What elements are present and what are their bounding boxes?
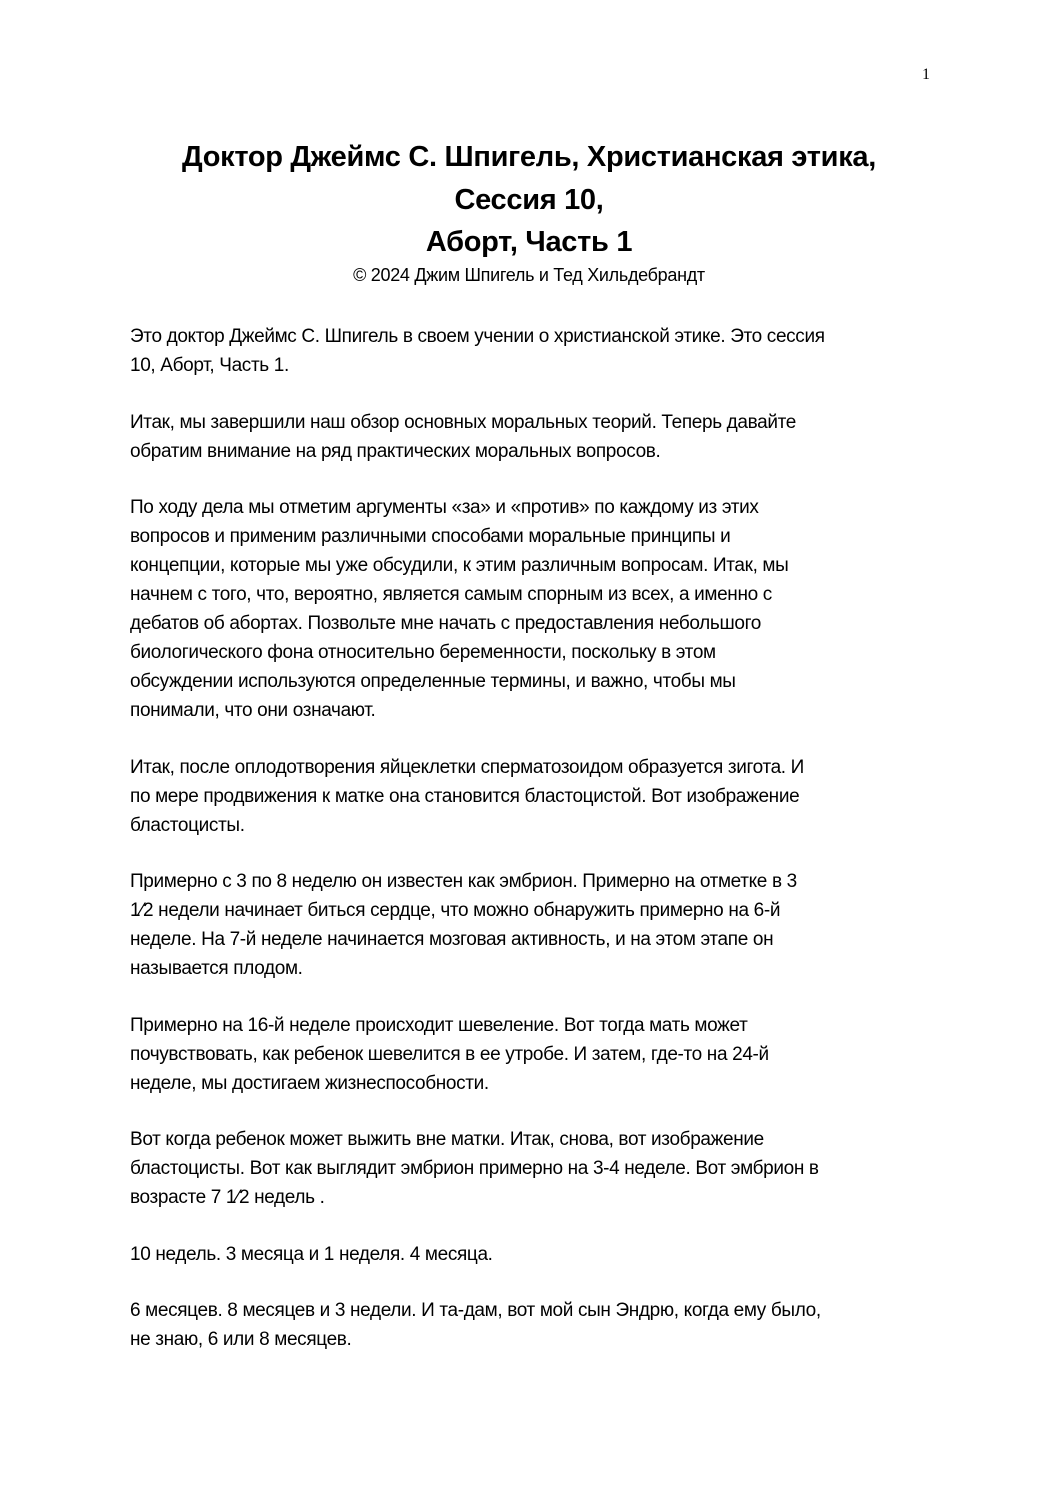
text-line: бластоцисты. Вот как выглядит эмбрион примерно на 3-4 неделе. Вот эмбрион в	[130, 1158, 819, 1179]
text-line: биологического фона относительно беременности, поскольку в этом	[130, 642, 716, 663]
text-line: Примерно с 3 по 8 неделю он известен как эмбрион. Примерно на отметке в 3	[130, 871, 797, 892]
text-line: почувствовать, как ребенок шевелится в ее утробе. И затем, где-то на 24-й	[130, 1043, 769, 1065]
text-line: Это доктор Джеймс С. Шпигель в своем учении о христианской этике. Это сессия	[130, 326, 825, 347]
text-line: вопросов и применим различными способами моральные принципы и	[130, 526, 731, 547]
title-line: Доктор Джеймс С. Шпигель, Христианская этика,	[181, 141, 876, 173]
title-line: Сессия 10,	[454, 183, 604, 216]
text-line: 1⁄2 недели начинает биться сердце, что можно обнаружить примерно на 6-й	[130, 900, 781, 921]
paragraph	[130, 1125, 930, 1212]
paragraph	[130, 322, 930, 380]
text-line: 10 недель. 3 месяца и 1 неделя. 4 месяца.	[130, 1243, 493, 1265]
document-body	[130, 322, 930, 1382]
paragraph	[130, 493, 930, 725]
text-line: бластоцисты.	[130, 814, 245, 836]
text-line: обратим внимание на ряд практических моральных вопросов.	[130, 440, 661, 462]
text-line: начнем с того, что, вероятно, является самым спорным из всех, а именно с	[130, 584, 772, 605]
text-line: возрасте 7 1⁄2 недель .	[130, 1187, 325, 1208]
text-line: дебатов об абортах. Позвольте мне начать с предоставления небольшого	[130, 613, 761, 634]
text-line: Примерно на 16-й неделе происходит шевеление. Вот тогда мать может	[130, 1014, 748, 1036]
text-line: неделе. На 7-й неделе начинается мозговая активность, и на этом этапе он	[130, 929, 774, 950]
paragraph	[130, 408, 930, 466]
page-number: 1	[922, 66, 930, 83]
text-line: не знаю, 6 или 8 месяцев.	[130, 1329, 352, 1350]
text-line: Вот когда ребенок может выжить вне матки. Итак, снова, вот изображение	[130, 1129, 764, 1150]
text-line: обсуждении используются определенные термины, и важно, чтобы мы	[130, 671, 736, 692]
text-line: неделе, мы достигаем жизнеспособности.	[130, 1072, 489, 1094]
paragraph	[130, 1011, 930, 1098]
paragraph	[130, 1240, 930, 1269]
text-line: Итак, после оплодотворения яйцеклетки сперматозоидом образуется зигота. И	[130, 756, 804, 778]
copyright: © 2024 Джим Шпигель и Тед Хильдебрандт	[353, 264, 705, 285]
paragraph	[130, 753, 930, 840]
paragraph	[130, 1296, 930, 1354]
text-line: 10, Аборт, Часть 1.	[130, 355, 289, 376]
document-title	[0, 136, 1058, 288]
paragraph	[130, 867, 930, 983]
text-line: по мере продвижения к матке она становится бластоцистой. Вот изображение	[130, 785, 800, 807]
title-line: Аборт, Часть 1	[425, 226, 633, 258]
text-line: концепции, которые мы уже обсудили, к этим различным вопросам. Итак, мы	[130, 555, 789, 576]
text-line: называется плодом.	[130, 958, 303, 979]
text-line: 6 месяцев. 8 месяцев и 3 недели. И та-дам, вот мой сын Эндрю, когда ему было,	[130, 1300, 821, 1321]
text-line: По ходу дела мы отметим аргументы «за» и «против» по каждому из этих	[130, 497, 759, 518]
text-line: Итак, мы завершили наш обзор основных моральных теорий. Теперь давайте	[130, 411, 797, 433]
text-line: понимали, что они означают.	[130, 700, 376, 721]
